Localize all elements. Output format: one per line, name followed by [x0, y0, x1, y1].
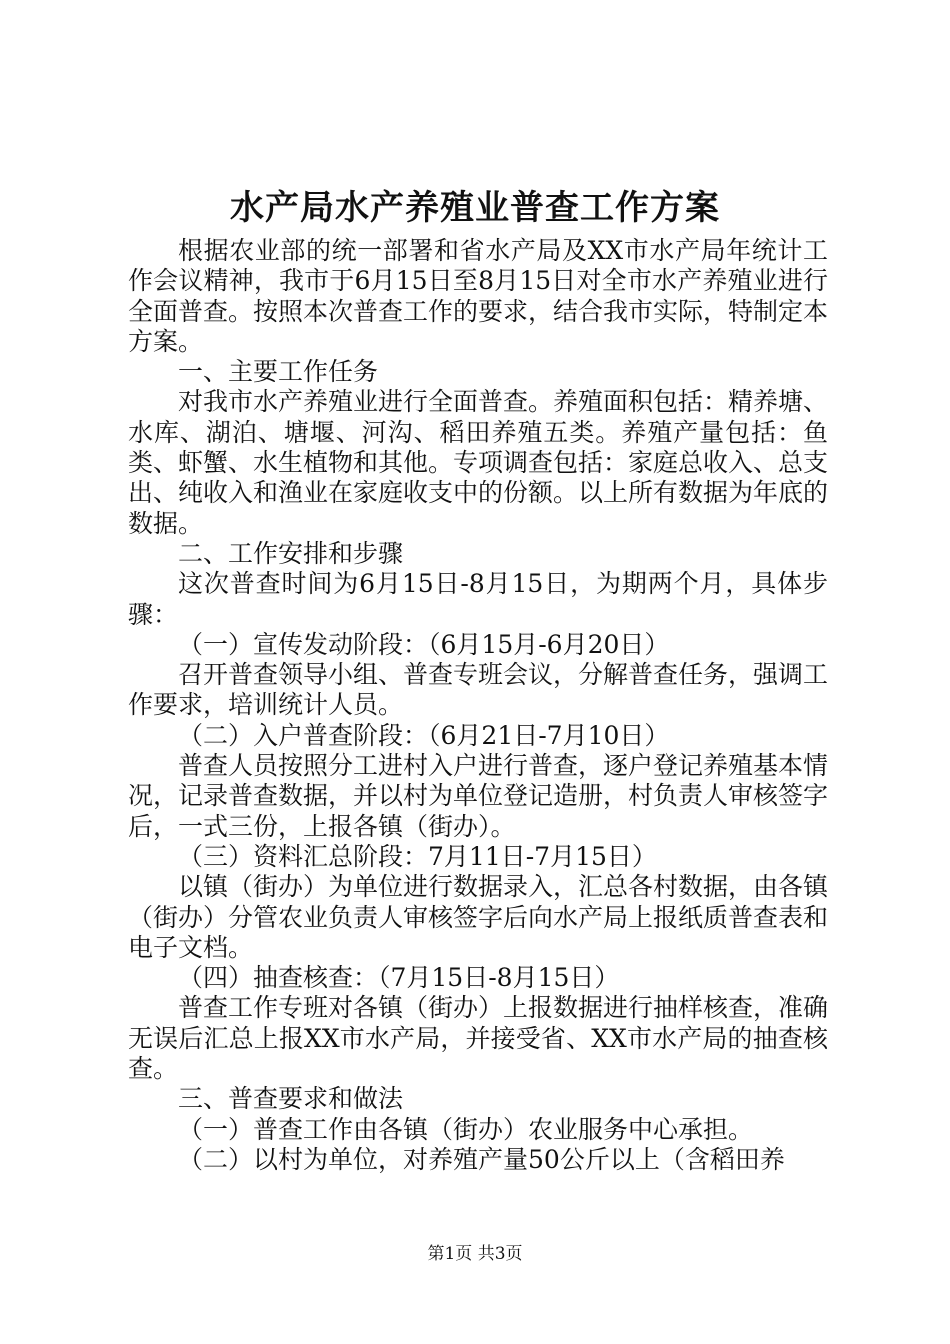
paragraph-tasks: 对我市水产养殖业进行全面普查。养殖面积包括：精养塘、水库、湖泊、塘堰、河沟、稻田养殖五类。养殖产量包括：鱼类、虾蟹、水生植物和其他。专项调查包括：家庭总收入、总支出、纯收入和渔业在家庭收支中的份额。以上所有数据为年底的数据。 — [128, 387, 829, 538]
paragraph-schedule: 这次普查时间为6月15日-8月15日，为期两个月，具体步骤： — [128, 569, 828, 629]
paragraph-intro: 根据农业部的统一部署和省水产局及XX市水产局年统计工作会议精神，我市于6月15日至8月15日对全市水产养殖业进行全面普查。按照本次普查工作的要求，结合我市实际，特制定本方案。 — [128, 236, 829, 356]
subheading-stage-2: （二）入户普查阶段：（6月21日-7月10日） — [178, 720, 670, 750]
subheading-stage-1: （一）宣传发动阶段：（6月15月-6月20日） — [178, 629, 670, 659]
page-footer: 第1页 共3页 — [427, 1244, 523, 1264]
paragraph-stage-4: 普查工作专班对各镇（街办）上报数据进行抽样核查，准确无误后汇总上报XX市水产局，并接受省、XX市水产局的抽查核查。 — [128, 993, 829, 1084]
requirement-item-1: （一）普查工作由各镇（街办）农业服务中心承担。 — [178, 1114, 754, 1144]
section-heading-1: 一、主要工作任务 — [178, 357, 379, 387]
subheading-stage-4: （四）抽查核查：（7月15日-8月15日） — [178, 963, 620, 993]
document-body — [128, 236, 828, 1175]
document-title: 水产局水产养殖业普查工作方案 — [230, 188, 720, 228]
requirement-item-2: （二）以村为单位，对养殖产量50公斤以上（含稻田养 — [178, 1144, 785, 1174]
paragraph-stage-1: 召开普查领导小组、普查专班会议，分解普查任务，强调工作要求，培训统计人员。 — [128, 660, 829, 720]
section-heading-2: 二、工作安排和步骤 — [178, 538, 404, 568]
subheading-stage-3: （三）资料汇总阶段：7月11日-7月15日） — [178, 841, 657, 871]
paragraph-stage-2: 普查人员按照分工进村入户进行普查，逐户登记养殖基本情况，记录普查数据，并以村为单位登记造册，村负责人审核签字后，一式三份，上报各镇（街办）。 — [128, 751, 829, 841]
section-heading-3: 三、普查要求和做法 — [178, 1084, 404, 1114]
paragraph-stage-3: 以镇（街办）为单位进行数据录入，汇总各村数据，由各镇（街办）分管农业负责人审核签字后向水产局上报纸质普查表和电子文档。 — [128, 872, 829, 962]
